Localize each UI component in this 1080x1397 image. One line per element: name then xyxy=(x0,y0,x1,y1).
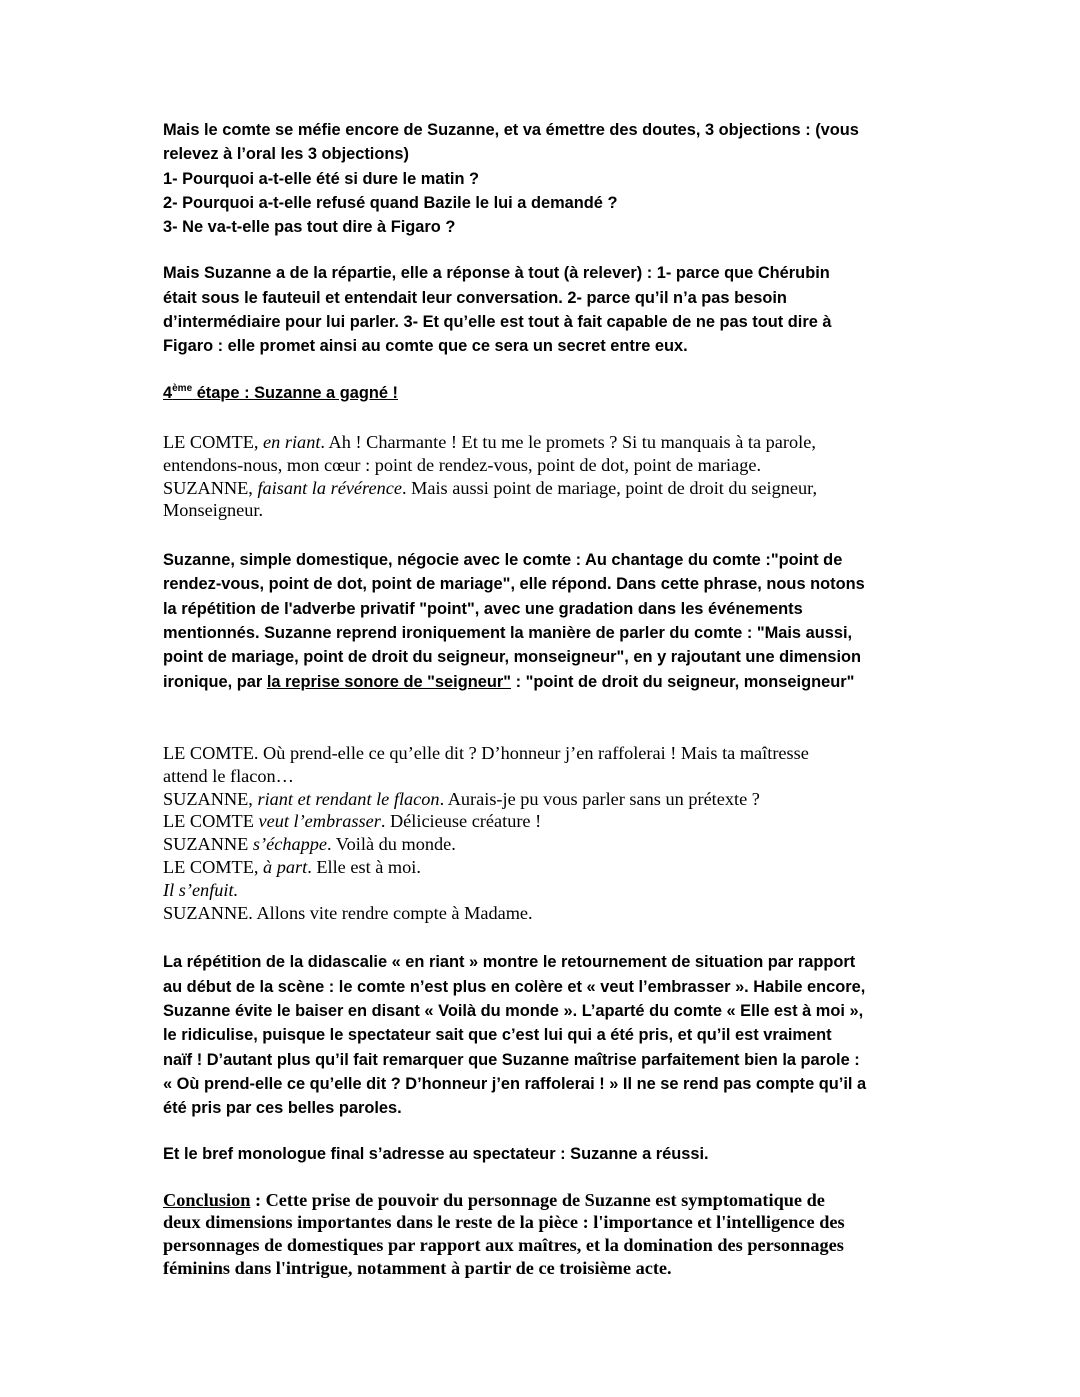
text-line: La répétition de la didascalie « en riant » montre le retournement de situation par rapport xyxy=(163,953,856,972)
speaker: LE COMTE, xyxy=(163,431,264,452)
text-line: Suzanne évite le baiser en disant « Voilà du monde ». L’aparté du comte « Elle est à moi », xyxy=(163,1001,864,1020)
stage-direction: riant et rendant le flacon xyxy=(257,788,440,809)
text-fragment: ironique, par xyxy=(163,672,267,691)
dialogue-text: . Aurais-je pu vous parler sans un prétexte ? xyxy=(439,788,760,809)
dialogue-text: Monseigneur. xyxy=(163,500,264,521)
document-page xyxy=(163,118,923,1280)
paragraph-repartie xyxy=(163,261,923,358)
conclusion-label: Conclusion xyxy=(163,1189,251,1210)
text-line: relevez à l’oral les 3 objections) xyxy=(163,145,409,164)
underlined-phrase: la reprise sonore de "seigneur" xyxy=(266,672,512,691)
paragraph-objections xyxy=(163,118,923,239)
text-line: « Où prend-elle ce qu’elle dit ? D’honneur j’en raffolerai ! » Il ne se rend pas compte qu’il a xyxy=(163,1074,867,1093)
text-line: personnages de domestiques par rapport aux maîtres, et la domination des personnages xyxy=(163,1235,844,1256)
objection-3: 3- Ne va-t-elle pas tout dire à Figaro ? xyxy=(163,218,456,237)
dialogue-text: LE COMTE. Où prend-elle ce qu’elle dit ? D’honneur j’en raffolerai ! Mais ta maîtresse xyxy=(163,742,809,763)
speaker: SUZANNE xyxy=(163,834,253,855)
stage-direction: Il s’enfuit. xyxy=(163,879,239,900)
text-line: au début de la scène : le comte n’est plus en colère et « veut l’embrasser ». Habile encore, xyxy=(163,977,866,996)
stage-direction: s’échappe xyxy=(252,834,327,855)
step-title: étape : Suzanne a gagné ! xyxy=(192,383,398,402)
dialogue-text: . Elle est à moi. xyxy=(307,856,421,877)
speaker: SUZANNE, xyxy=(163,788,258,809)
speaker: LE COMTE xyxy=(163,811,259,832)
objection-2: 2- Pourquoi a-t-elle refusé quand Bazile le lui a demandé ? xyxy=(163,193,618,212)
text-line: féminins dans l'intrigue, notamment à partir de ce troisième acte. xyxy=(163,1258,672,1279)
text-line: d’intermédiaire pour lui parler. 3- Et qu’elle est tout à fait capable de ne pas tout dire à xyxy=(163,313,832,332)
text-line: deux dimensions importantes dans le reste de la pièce : l'importance et l'intelligence des xyxy=(163,1212,845,1233)
objection-1: 1- Pourquoi a-t-elle été si dure le matin ? xyxy=(163,169,480,188)
text-line: point de mariage, point de droit du seigneur, monseigneur", en y rajoutant une dimension xyxy=(163,648,862,667)
text-line: Mais Suzanne a de la répartie, elle a réponse à tout (à relever) : 1- parce que Chérubin xyxy=(163,264,830,283)
text-line: Suzanne, simple domestique, négocie avec le comte : Au chantage du comte :"point de xyxy=(163,551,843,570)
dialogue-text: . Voilà du monde. xyxy=(327,834,456,855)
step-suffix: ème xyxy=(172,382,193,394)
dialogue-text: SUZANNE. Allons vite rendre compte à Madame. xyxy=(163,902,533,923)
text-line: rendez-vous, point de dot, point de mariage", elle répond. Dans cette phrase, nous notons xyxy=(163,575,865,594)
text-fragment: : Cette prise de pouvoir du personnage de Suzanne est symptomatique de xyxy=(250,1189,825,1210)
paragraph-analysis-2 xyxy=(163,950,923,1120)
stage-direction: faisant la révérence xyxy=(257,477,402,498)
dialogue-excerpt-1 xyxy=(163,431,923,522)
text-line: Mais le comte se méfie encore de Suzanne, et va émettre des doutes, 3 objections : (vous xyxy=(163,121,859,139)
text-line: mentionnés. Suzanne reprend ironiquement la manière de parler du comte : "Mais aussi, xyxy=(163,624,853,643)
text-line: été pris par ces belles paroles. xyxy=(163,1099,402,1118)
speaker: LE COMTE, xyxy=(163,856,264,877)
text-line: Figaro : elle promet ainsi au comte que ce sera un secret entre eux. xyxy=(163,337,688,356)
paragraph-analysis-1 xyxy=(163,548,923,694)
text-line: Et le bref monologue final s’adresse au spectateur : Suzanne a réussi. xyxy=(163,1145,709,1164)
stage-direction: à part xyxy=(263,856,308,877)
step-heading xyxy=(163,381,923,405)
step-number: 4 xyxy=(163,383,173,402)
dialogue-excerpt-2 xyxy=(163,742,923,924)
dialogue-text: . Délicieuse créature ! xyxy=(380,811,542,832)
stage-direction: en riant xyxy=(263,431,321,452)
text-line: le ridiculise, puisque le spectateur sait que c’est lui qui a été pris, et qu’il est vraiment xyxy=(163,1026,832,1045)
speaker: SUZANNE, xyxy=(163,477,258,498)
text-line: était sous le fauteuil et entendait leur conversation. 2- parce qu’il n’a pas besoin xyxy=(163,288,787,307)
stage-direction: veut l’embrasser xyxy=(258,811,381,832)
text-line: naïf ! D’autant plus qu’il fait remarquer que Suzanne maîtrise parfaitement bien la parole : xyxy=(163,1050,860,1069)
text-line: la répétition de l'adverbe privatif "point", avec une gradation dans les événements xyxy=(163,599,803,618)
paragraph-conclusion xyxy=(163,1189,923,1280)
paragraph-final-monologue xyxy=(163,1142,923,1166)
dialogue-text: . Ah ! Charmante ! Et tu me le promets ? Si tu manquais à ta parole, xyxy=(320,431,816,452)
dialogue-text: entendons-nous, mon cœur : point de rendez-vous, point de dot, point de mariage. xyxy=(163,454,762,475)
dialogue-text: attend le flacon… xyxy=(163,765,294,786)
text-fragment: : "point de droit du seigneur, monseigneur" xyxy=(511,672,855,691)
dialogue-text: . Mais aussi point de mariage, point de droit du seigneur, xyxy=(401,477,818,498)
